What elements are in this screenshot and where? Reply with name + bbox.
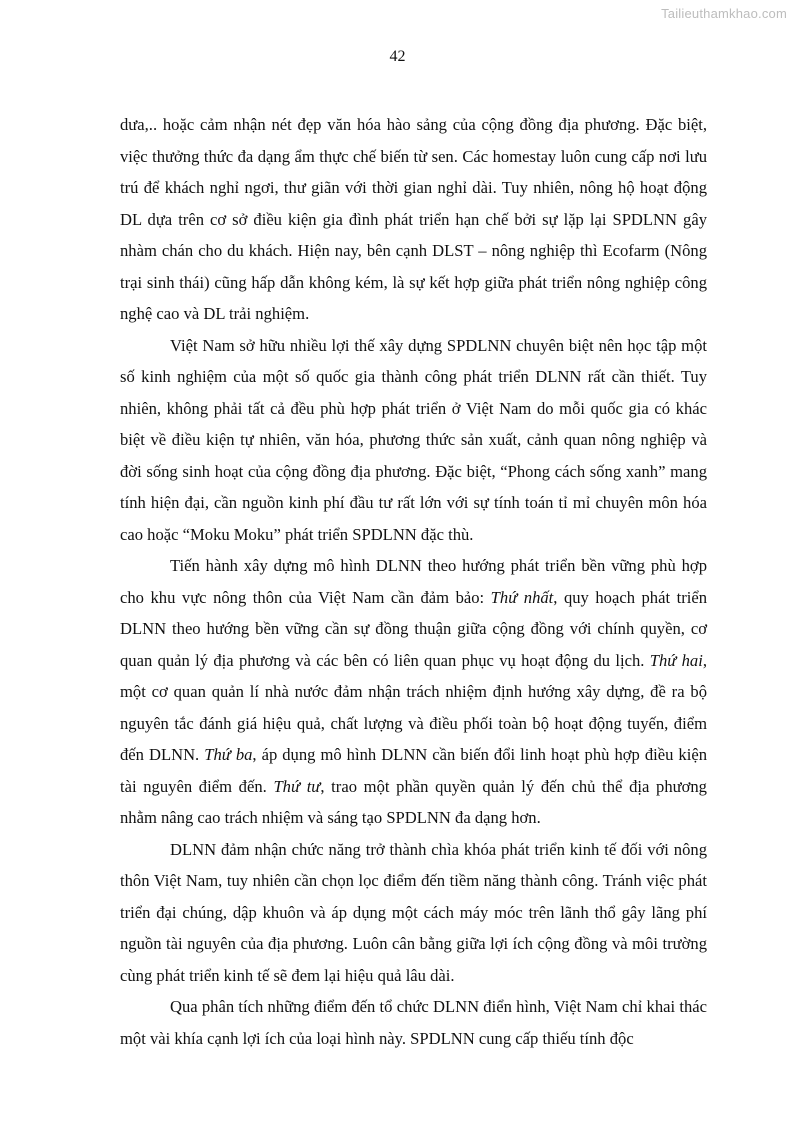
document-body [120,109,707,1054]
paragraph [120,834,707,992]
page-number: 42 [389,48,406,65]
text-run: dưa,.. hoặc cảm nhận nét đẹp văn hóa hào sảng của cộng đồng địa phương. Đặc biệt, việc thưởng thức đa dạng ẩm thực chế biến từ sen. Các homestay luôn cung cấp nơi lưu trú để khách nghỉ ngơi, thư giãn với thời gian nghỉ dài. Tuy nhiên, nông hộ hoạt động DL dựa trên cơ sở điều kiện gia đình phát triển hạn chế bởi sự lặp lại SPDLNN gây nhàm chán cho du khách. Hiện nay, bên cạnh DLST – nông nghiệp thì Ecofarm (Nông trại sinh thái) cũng hấp dẫn không kém, là sự kết hợp giữa phát triển nông nghiệp công nghệ cao và DL trải nghiệm. [120,115,707,323]
text-run: , quy hoạch phát triển DLNN theo hướng bền vững cần sự đồng thuận giữa cộng đồng với chính quyền, cơ quan quản lý địa phương và các bên có liên quan phục vụ hoạt động du lịch. [120,587,708,670]
paragraph [120,991,707,1054]
paragraph [120,109,707,330]
paragraph [120,330,707,551]
text-run: , áp dụng mô hình DLNN cần biến đổi linh hoạt phù hợp điều kiện tài nguyên điểm đến. [120,745,707,796]
text-run: , trao một phần quyền quản lý đến chủ thể địa phương nhằm nâng cao trách nhiệm và sáng tạo SPDLNN đa dạng hơn. [120,776,707,827]
text-run: DLNN đảm nhận chức năng trở thành chìa khóa phát triển kinh tế đối với nông thôn Việt Nam, tuy nhiên cần chọn lọc điểm đến tiềm năng thành công. Tránh việc phát triển đại chúng, dập khuôn và áp dụng một cách máy móc trên lãnh thổ gây lãng phí nguồn tài nguyên của địa phương. Luôn cân bằng giữa lợi ích cộng đồng và môi trường cùng phát triển kinh tế sẽ đem lại hiệu quả lâu dài. [120,839,707,985]
watermark: Tailieuthamkhao.com [661,6,787,21]
text-run: Việt Nam sở hữu nhiều lợi thế xây dựng SPDLNN chuyên biệt nên học tập một số kinh nghiệm của một số quốc gia thành công phát triển DLNN rất cần thiết. Tuy nhiên, không phải tất cả đều phù hợp phát triển ở Việt Nam do mỗi quốc gia có khác biệt về điều kiện tự nhiên, văn hóa, phương thức sản xuất, cảnh quan nông nghiệp và đời sống sinh hoạt của cộng đồng địa phương. Đặc biệt, “Phong cách sống xanh” mang tính hiện đại, cần nguồn kinh phí đầu tư rất lớn với sự tính toán tỉ mỉ chuyên môn hóa cao hoặc “Moku Moku” phát triển SPDLNN đặc thù. [120,335,707,544]
italic-phrase: Thứ tư [273,776,321,796]
paragraph [120,550,707,834]
italic-phrase: Thứ nhất [490,587,554,607]
text-run: , một cơ quan quản lí nhà nước đảm nhận trách nhiệm định hướng xây dựng, đề ra bộ nguyên tắc đánh giá hiệu quả, chất lượng và điều phối toàn bộ hoạt động tuyến, điểm đến DLNN. [120,650,708,764]
italic-phrase: Thứ hai [649,650,703,670]
italic-phrase: Thứ ba [204,745,253,764]
text-run: Qua phân tích những điểm đến tổ chức DLNN điển hình, Việt Nam chỉ khai thác một vài khía cạnh lợi ích của loại hình này. SPDLNN cung cấp thiếu tính độc [120,997,707,1048]
text-run: Tiến hành xây dựng mô hình DLNN theo hướng phát triển bền vững phù hợp cho khu vực nông thôn của Việt Nam cần đảm bảo: [120,556,707,607]
